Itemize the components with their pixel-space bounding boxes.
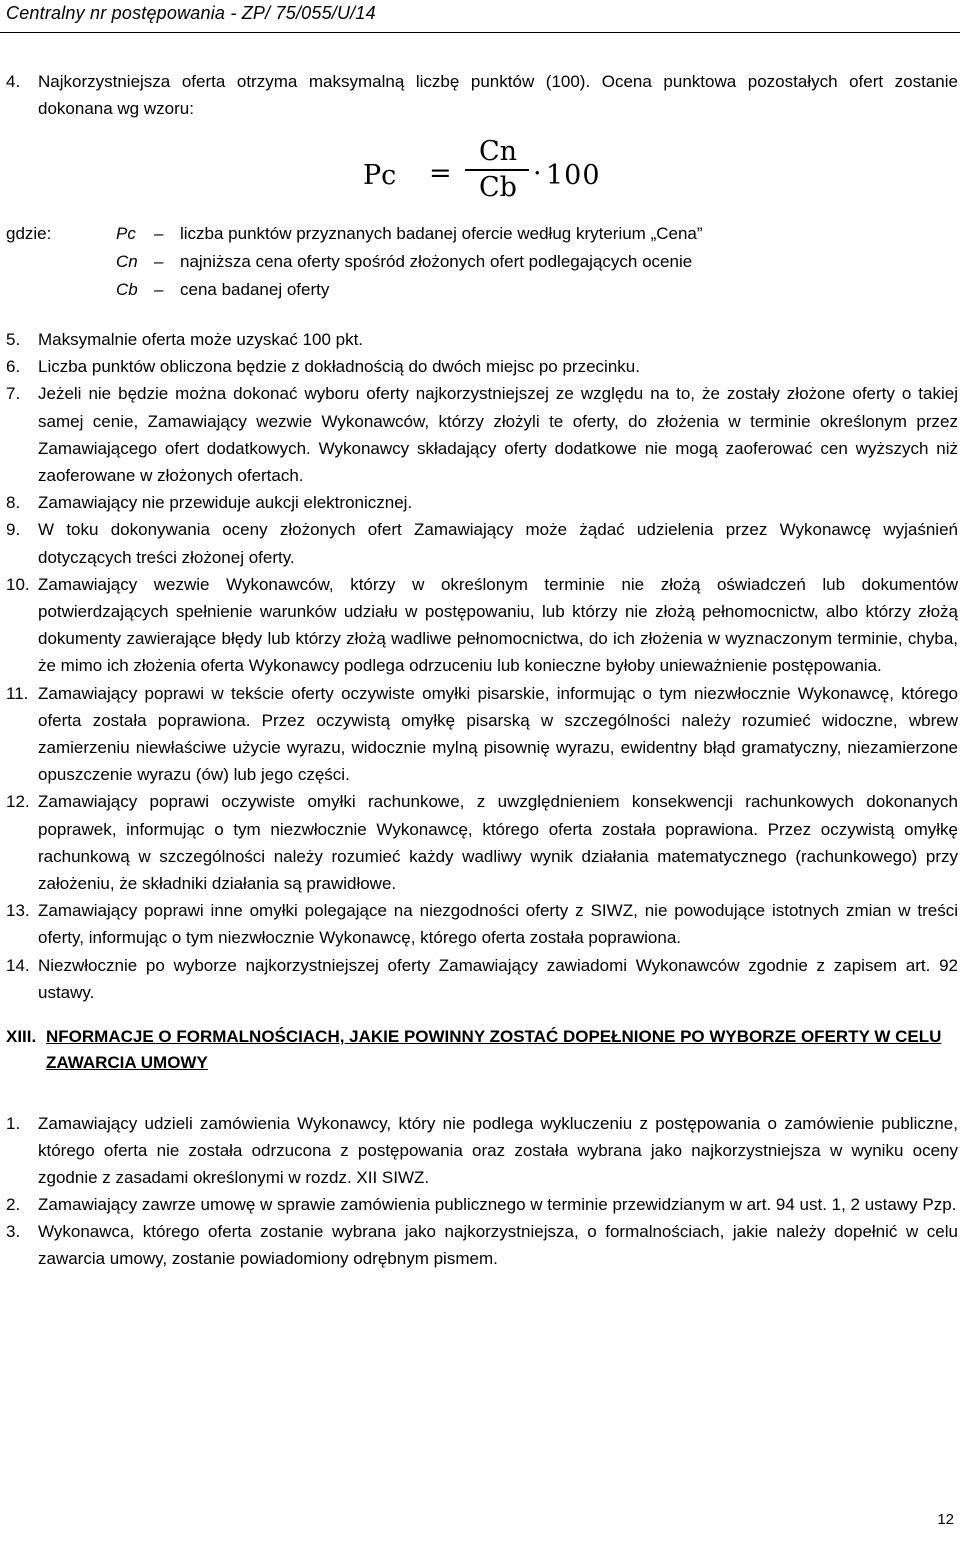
formula-numerator: Cn	[478, 136, 518, 167]
item-text: Jeżeli nie będzie można dokonać wyboru oferty najkorzystniejszej ze względu na to, że zostały złożone oferty o takiej samej cenie, Zamawiający wezwie Wykonawców, którzy złożyli te oferty, do złożenia w terminie określonym przez Zamawiającego ofert dodatkowych. Wykonawcy składający oferty dodatkowe nie mogą zaoferować cen wyższych niż zaoferowane w złożonych ofertach.	[38, 384, 958, 486]
item-number: 14.	[6, 955, 30, 975]
formula-denominator: Cb	[479, 172, 517, 203]
legend-text: cena badanej oferty	[180, 280, 330, 299]
formula-lhs: Pc	[363, 160, 397, 191]
item-number: 5.	[6, 330, 21, 349]
item-number: 4.	[6, 72, 21, 91]
item-text: Zamawiający poprawi inne omyłki polegające na niezgodności oferty z SIWZ, nie powodujące istotnych zmian w treści oferty, informując o tym niezwłocznie Wykonawcę, którego oferta została poprawiona.	[38, 901, 958, 948]
document-body	[6, 68, 958, 1272]
scoring-formula	[6, 136, 958, 218]
list-item	[6, 353, 958, 380]
item-text: Maksymalnie oferta może uzyskać 100 pkt.	[38, 330, 364, 349]
list-item	[6, 326, 958, 353]
legend-dash: –	[154, 280, 164, 299]
item-text: Liczba punktów obliczona będzie z dokładnością do dwóch miejsc po przecinku.	[38, 357, 640, 377]
item-number: 9.	[6, 520, 21, 540]
item-number: 2.	[6, 1195, 21, 1215]
page-header	[0, 0, 960, 33]
item-text: Zamawiający udzieli zamówienia Wykonawcy, który nie podlega wykluczeniu z postępowania o zamówienie publiczne, którego oferta nie została odrzucona z postępowania oraz została wybrana jako najkorzystniejsza w wyniku oceny zgodnie z zasadami określonymi w rozdz. XII SIWZ.	[38, 1114, 958, 1188]
legend-label: gdzie:	[6, 224, 52, 243]
legend-row	[116, 220, 703, 249]
section-title: NFORMACJE O FORMALNOŚCIACH, JAKIE POWINNY ZOSTAĆ DOPEŁNIONE PO WYBORZE OFERTY W CELU ZAWARCIA UMOWY	[46, 1027, 942, 1073]
section-heading	[6, 1024, 958, 1076]
legend-row	[116, 276, 329, 305]
legend-symbol: Pc	[116, 224, 136, 243]
list-item	[6, 516, 958, 570]
list-item	[6, 1110, 958, 1191]
item-number: 7.	[6, 384, 21, 404]
item-text: Najkorzystniejsza oferta otrzyma maksymalną liczbę punktów (100). Ocena punktowa pozostałych ofert zostanie dokonana wg wzoru:	[38, 72, 958, 118]
list-item	[6, 680, 958, 789]
page-number: 12	[937, 1511, 954, 1528]
formula-factor: 100	[546, 160, 601, 191]
item-text: Zamawiający poprawi w tekście oferty oczywiste omyłki pisarskie, informując o tym niezwłocznie Wykonawcę, którego oferta została poprawiona. Przez oczywistą omyłkę pisarską w szczególności należy rozumieć widoczne, wbrew zamierzeniu niewłaściwe użycie wyrazu, widocznie mylną pisownię wyrazu, ewidentny błąd gramatyczny, niezamierzone opuszczenie wyrazu (ów) lub jego części.	[38, 683, 958, 785]
list-item	[6, 489, 958, 516]
item-number: 12.	[6, 792, 30, 812]
formula-equals: =	[429, 158, 452, 189]
list-item	[6, 1191, 958, 1218]
item-number: 6.	[6, 357, 21, 377]
legend-symbol: Cb	[116, 280, 138, 299]
item-text: W toku dokonywania oceny złożonych ofert Zamawiający może żądać udzielenia przez Wykonawcę wyjaśnień dotyczących treści złożonej oferty.	[38, 520, 958, 567]
list-item	[6, 788, 958, 897]
list-item	[6, 571, 958, 680]
list-item	[6, 68, 958, 122]
item-number: 8.	[6, 493, 21, 513]
item-number: 3.	[6, 1222, 21, 1242]
list-item	[6, 380, 958, 489]
item-text: Zamawiający wezwie Wykonawców, którzy w określonym terminie nie złożą oświadczeń lub dokumentów potwierdzających spełnienie warunków udziału w postępowaniu, lub którzy nie złożą pełnomocnictw, albo którzy złożą dokumenty zawierające błędy lub którzy złożą wadliwe pełnomocnictwa, do ich złożenia w wyznaczonym terminie, chyba, że mimo ich złożenia oferta Wykonawcy podlega odrzuceniu lub konieczne byłoby unieważnienie postępowania.	[38, 574, 958, 676]
list-item	[6, 952, 958, 1006]
numbered-list	[6, 1110, 958, 1272]
legend-symbol: Cn	[116, 252, 138, 271]
legend-text: najniższa cena oferty spośród złożonych ofert podlegających ocenie	[180, 252, 693, 271]
item-text: Wykonawca, którego oferta zostanie wybrana jako najkorzystniejsza, o formalnościach, jakie należy dopełnić w celu zawarcia umowy, zostanie powiadomiony odrębnym pismem.	[38, 1222, 958, 1269]
legend-row	[116, 248, 692, 277]
numbered-list	[6, 326, 958, 1006]
item-number: 11.	[6, 683, 29, 703]
item-text: Zamawiający poprawi oczywiste omyłki rachunkowe, z uwzględnieniem konsekwencji rachunkowych dokonanych poprawek, informując o tym niezwłocznie Wykonawcę, którego oferta została poprawiona. Przez oczywistą omyłkę rachunkową w szczególności należy rozumieć każdy wadliwy wynik działania matematycznego (rachunkowego) przy założeniu, że składniki działania są prawidłowe.	[38, 792, 958, 894]
item-text: Zamawiający zawrze umowę w sprawie zamówienia publicznego w terminie przewidzianym w art. 94 ust. 1, 2 ustawy Pzp.	[38, 1195, 957, 1215]
item-number: 1.	[6, 1114, 21, 1134]
legend-dash: –	[154, 224, 164, 243]
item-text: Zamawiający nie przewiduje aukcji elektronicznej.	[38, 493, 413, 513]
legend-dash: –	[154, 252, 164, 271]
item-text: Niezwłocznie po wyborze najkorzystniejszej oferty Zamawiający zawiadomi Wykonawców zgodnie z zapisem art. 92 ustawy.	[38, 955, 958, 1002]
item-number: 10.	[6, 574, 30, 594]
legend-text: liczba punktów przyznanych badanej ofercie według kryterium „Cena”	[180, 224, 703, 243]
item-number: 13.	[6, 901, 30, 921]
list-item	[6, 1218, 958, 1272]
section-number: XIII.	[6, 1027, 37, 1047]
header-text: Centralny nr postępowania - ZP/ 75/055/U/14	[6, 3, 376, 23]
formula-multiply-dot: ·	[533, 158, 542, 189]
list-item	[6, 897, 958, 951]
fraction-bar	[465, 169, 529, 171]
formula-legend	[6, 220, 958, 306]
